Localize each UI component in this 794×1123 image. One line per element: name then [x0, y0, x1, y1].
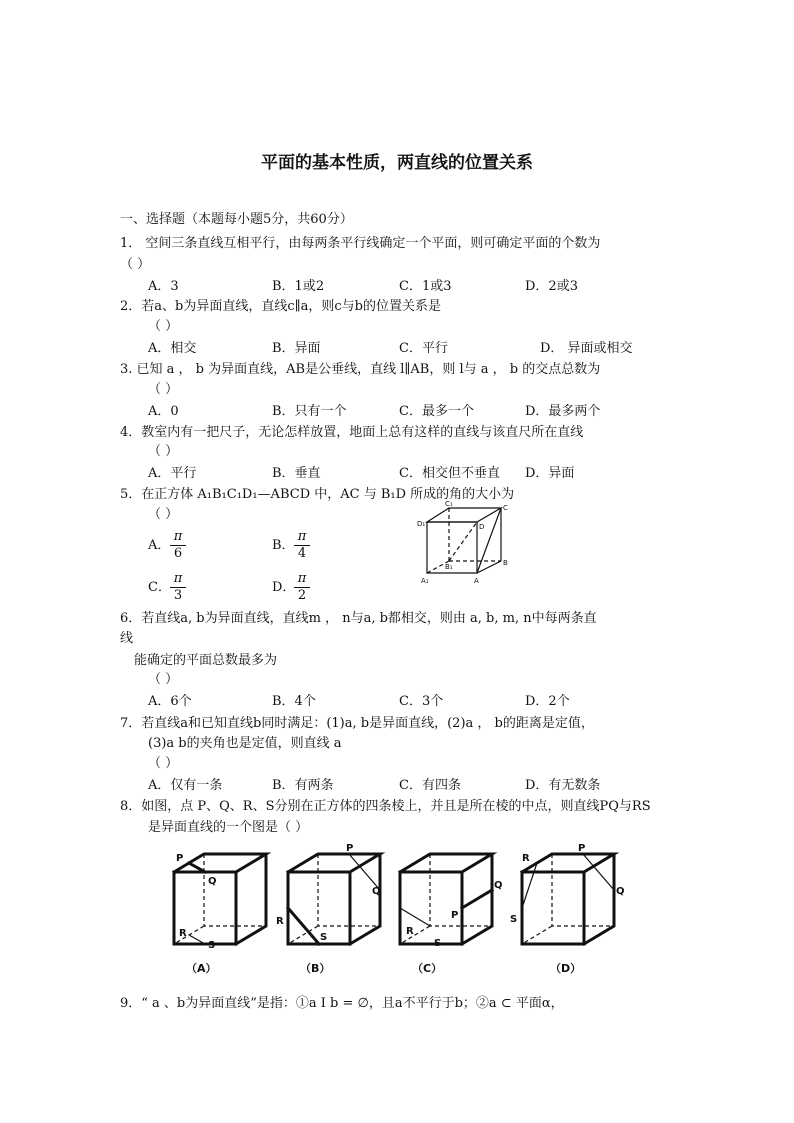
- figure-caption: （B）: [300, 962, 331, 975]
- q4-stem: 4．教室内有一把尺子，无论怎样放置，地面上总有这样的直线与该直尺所在直线: [120, 425, 584, 440]
- point-label: S: [434, 938, 442, 949]
- hidden-edge: [400, 926, 430, 944]
- q6-option-d: D．2个: [525, 694, 570, 709]
- q1-stem: 1． 空间三条直线互相平行，由每两条平行线确定一个平面，则可确定平面的个数为: [120, 236, 601, 251]
- cube-front-face: [522, 872, 584, 944]
- q2-option-d: D． 异面或相交: [540, 341, 633, 356]
- q2-stem: 2．若a、b为异面直线，直线c∥a，则c与b的位置关系是: [120, 299, 441, 314]
- q3-answer-blank: （ ）: [148, 382, 179, 397]
- q4-option-a: A．平行: [148, 466, 197, 481]
- q3-option-d: D．最多两个: [525, 404, 601, 419]
- cube-side-edges: [584, 854, 614, 944]
- figure-caption: （D）: [550, 962, 582, 975]
- hidden-edge: [522, 926, 552, 944]
- q5-cube-figure: [415, 498, 515, 588]
- segment-pq: [583, 854, 614, 890]
- q8-stem-cont: 是异面直线的一个图是（ ）: [148, 820, 309, 835]
- q5-option-b: B．: [272, 538, 295, 553]
- cube-front-face: [288, 872, 350, 944]
- vertex-label: A₁: [421, 577, 429, 585]
- q6-option-c: C．3个: [399, 694, 444, 709]
- point-label: P: [578, 843, 586, 854]
- cube-top-edges: [522, 854, 614, 872]
- q6-answer-blank: （ ）: [148, 672, 179, 687]
- q3-option-b: B．只有一个: [272, 404, 347, 419]
- diagonal-b1d: [449, 522, 477, 561]
- q6-option-b: B．4个: [272, 694, 316, 709]
- point-label: P: [451, 910, 459, 921]
- q7-option-b: B．有两条: [272, 778, 334, 793]
- q7-stem-cont: (3)a b的夹角也是定值，则直线 a: [148, 736, 342, 751]
- q1-option-c: C．1或3: [399, 279, 452, 294]
- q3-option-c: C．最多一个: [399, 404, 474, 419]
- q1-option-b: B．1或2: [272, 279, 325, 294]
- q5-option-c-fraction: [170, 571, 186, 604]
- q4-answer-blank: （ ）: [148, 444, 179, 459]
- point-label: P: [176, 853, 184, 864]
- point-label: Q: [208, 876, 217, 887]
- q2-answer-blank: （ ）: [148, 319, 179, 334]
- point-label: R: [179, 928, 187, 939]
- vertex-label: A: [474, 577, 479, 585]
- q6-stem-wrap: 线: [120, 631, 134, 646]
- q4-option-c: C．相交但不垂直: [399, 466, 500, 481]
- vertex-label: C₁: [445, 500, 453, 508]
- q6-stem: 6．若直线a, b为异面直线，直线m ， n与a, b都相交，则由 a, b, m, n中每两条直: [120, 611, 597, 626]
- q5-option-b-fraction: [294, 529, 310, 562]
- fraction-denominator: 2: [297, 588, 307, 603]
- point-label: S: [510, 914, 518, 925]
- point-label: S: [320, 932, 328, 943]
- q2-option-a: A．相交: [148, 341, 197, 356]
- q6-stem-cont: 能确定的平面总数最多为: [134, 653, 278, 668]
- q5-option-a-fraction: [170, 529, 186, 562]
- q5-option-d-fraction: [294, 571, 310, 604]
- point-label: P: [346, 843, 354, 854]
- vertex-label: B: [503, 559, 508, 567]
- cube-top-face: [427, 508, 501, 522]
- q7-stem: 7．若直线a和已知直线b同时满足：(1)a, b是异面直线，(2)a ， b的距离是定值，: [120, 716, 594, 731]
- fraction-numerator: π: [170, 571, 186, 588]
- fraction-denominator: 6: [173, 546, 183, 561]
- segment-rs: [400, 908, 430, 926]
- q2-option-b: B．异面: [272, 341, 321, 356]
- q4-option-b: B．垂直: [272, 466, 321, 481]
- segment-pq: [349, 854, 380, 890]
- q3-option-a: A．0: [148, 404, 179, 419]
- q3-stem: 3. 已知 a ， b 为异面直线，AB是公垂线，直线 l∥AB，则 l与 a ， b 的交点总数为: [120, 362, 601, 377]
- q5-option-c: C．: [148, 580, 171, 595]
- q1-option-a: A．3: [148, 279, 179, 294]
- q7-answer-blank: （ ）: [148, 756, 179, 771]
- point-label: Q: [494, 880, 503, 891]
- point-label: R: [522, 853, 530, 864]
- fraction-numerator: π: [170, 529, 186, 546]
- fraction-numerator: π: [294, 529, 310, 546]
- fraction-numerator: π: [294, 571, 310, 588]
- point-label: Q: [616, 886, 625, 897]
- q2-option-c: C．平行: [399, 341, 448, 356]
- vertex-label: B₁: [445, 563, 453, 571]
- q7-option-c: C．有四条: [399, 778, 461, 793]
- q1-answer-blank: （ ）: [120, 257, 151, 272]
- q7-option-a: A．仅有一条: [148, 778, 223, 793]
- point-label: Q: [372, 886, 381, 897]
- cube-top-edges: [400, 854, 492, 872]
- cube-top-edges: [288, 854, 380, 872]
- point-label: S: [208, 940, 216, 951]
- section-heading: 一、选择题（本题每小题5分，共60分）: [120, 212, 353, 227]
- q8-figure-c: [388, 842, 503, 982]
- q7-option-d: D．有无数条: [525, 778, 601, 793]
- cube-side-edges: [236, 854, 266, 944]
- vertex-label: D₁: [417, 520, 426, 528]
- q5-option-d: D．: [272, 580, 296, 595]
- segment-pq: [462, 890, 492, 908]
- hidden-edge: [288, 926, 318, 944]
- q5-answer-blank: （ ）: [148, 507, 179, 522]
- cube-side-edges: [350, 854, 380, 944]
- q1-option-d: D．2或3: [525, 279, 578, 294]
- q8-stem: 8．如图，点 P、Q、R、S分别在正方体的四条棱上，并且是所在棱的中点，则直线PQ与RS: [120, 799, 651, 814]
- q6-option-a: A．6个: [148, 694, 192, 709]
- q9-stem: 9．“ a 、b为异面直线”是指：①a I b = ∅，且a不平行于b；②a ⊂ 平面α，: [120, 996, 564, 1011]
- q8-figure-a: [162, 842, 272, 982]
- figure-caption: （A）: [186, 962, 217, 975]
- vertex-label: C: [503, 504, 508, 512]
- figure-caption: （C）: [412, 962, 443, 975]
- segment-rs: [288, 908, 319, 944]
- vertex-label: D: [479, 523, 485, 531]
- q8-figure-d: [510, 842, 625, 982]
- fraction-denominator: 3: [173, 588, 183, 603]
- q5-stem: 5．在正方体 A₁B₁C₁D₁—ABCD 中，AC 与 B₁D 所成的角的大小为: [120, 487, 515, 502]
- point-label: R: [406, 926, 414, 937]
- q8-figure-b: [276, 842, 386, 982]
- fraction-denominator: 4: [297, 546, 307, 561]
- point-label: R: [276, 916, 284, 927]
- q4-option-d: D．异面: [525, 466, 575, 481]
- page-title: 平面的基本性质，两直线的位置关系: [261, 153, 533, 173]
- q5-option-a: A．: [148, 538, 171, 553]
